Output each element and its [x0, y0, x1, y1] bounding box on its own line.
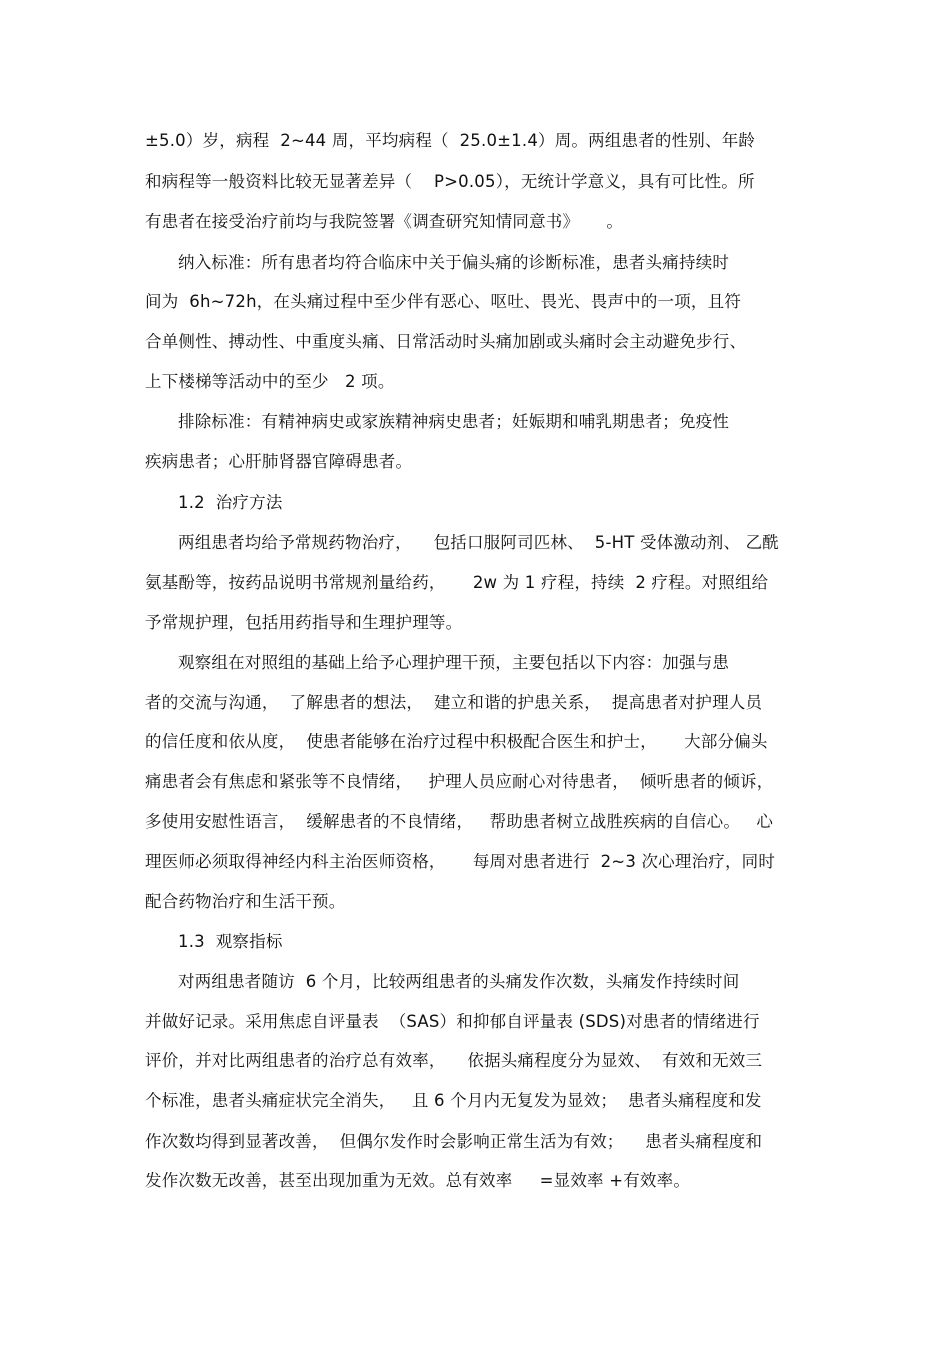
- text-line-26: 作次数均得到显著改善， 但偶尔发作时会影响正常生活为有效； 患者头痛程度和: [145, 1132, 763, 1151]
- text-line-18: 多使用安慰性语言， 缓解患者的不良情绪， 帮助患者树立战胜疾病的自信心。 心: [145, 812, 774, 831]
- text-line-27: 发作次数无改善，甚至出现加重为无效。总有效率 =显效率 +有效率。: [145, 1171, 691, 1190]
- text-line-12: 氨基酚等，按药品说明书常规剂量给药， 2w 为 1 疗程，持续 2 疗程。对照组给: [145, 573, 769, 592]
- text-line-23: 并做好记录。采用焦虑自评量表 （SAS）和抑郁自评量表 (SDS)对患者的情绪进行: [145, 1012, 760, 1031]
- text-line-13: 予常规护理，包括用药指导和生理护理等。: [145, 613, 463, 632]
- text-line-17: 痛患者会有焦虑和紧张等不良情绪， 护理人员应耐心对待患者， 倾听患者的倾诉，: [145, 772, 774, 791]
- text-line-1: ±5.0）岁，病程 2~44 周，平均病程（ 25.0±1.4）周。两组患者的性别、年龄: [145, 131, 756, 150]
- text-line-15: 者的交流与沟通， 了解患者的想法， 建立和谐的护患关系， 提高患者对护理人员: [145, 693, 763, 712]
- text-line-6: 合单侧性、搏动性、中重度头痛、日常活动时头痛加剧或头痛时会主动避免步行、: [145, 332, 747, 351]
- text-line-24: 评价，并对比两组患者的治疗总有效率， 依据头痛程度分为显效、 有效和无效三: [145, 1051, 763, 1070]
- section-heading-1-3: 1.3 观察指标: [178, 932, 283, 951]
- text-line-20: 配合药物治疗和生活干预。: [145, 892, 346, 911]
- text-line-4: 纳入标准：所有患者均符合临床中关于偏头痛的诊断标准，患者头痛持续时: [178, 253, 730, 272]
- text-line-5: 间为 6h~72h，在头痛过程中至少伴有恶心、呕吐、畏光、畏声中的一项，且符: [145, 292, 742, 311]
- text-line-7: 上下楼梯等活动中的至少 2 项。: [145, 372, 395, 391]
- text-line-25: 个标准，患者头痛症状完全消失， 且 6 个月内无复发为显效； 患者头痛程度和发: [145, 1091, 762, 1110]
- text-line-8: 排除标准：有精神病史或家族精神病史患者；妊娠期和哺乳期患者；免疫性: [178, 412, 730, 431]
- text-line-14: 观察组在对照组的基础上给予心理护理干预，主要包括以下内容：加强与患: [178, 653, 730, 672]
- text-line-2: 和病程等一般资料比较无显著差异（ P>0.05），无统计学意义，具有可比性。所: [145, 172, 755, 191]
- text-line-3: 有患者在接受治疗前均与我院签署《调查研究知情同意书》 。: [145, 212, 624, 231]
- text-line-11: 两组患者均给予常规药物治疗， 包括口服阿司匹林、 5-HT 受体激动剂、 乙酰: [178, 533, 779, 552]
- section-heading-1-2: 1.2 治疗方法: [178, 493, 283, 512]
- text-line-16: 的信任度和依从度， 使患者能够在治疗过程中积极配合医生和护士， 大部分偏头: [145, 732, 768, 751]
- text-line-19: 理医师必须取得神经内科主治医师资格， 每周对患者进行 2~3 次心理治疗，同时: [145, 852, 776, 871]
- text-line-9: 疾病患者；心肝肺肾器官障碍患者。: [145, 452, 413, 471]
- text-line-22: 对两组患者随访 6 个月，比较两组患者的头痛发作次数，头痛发作持续时间: [178, 972, 740, 991]
